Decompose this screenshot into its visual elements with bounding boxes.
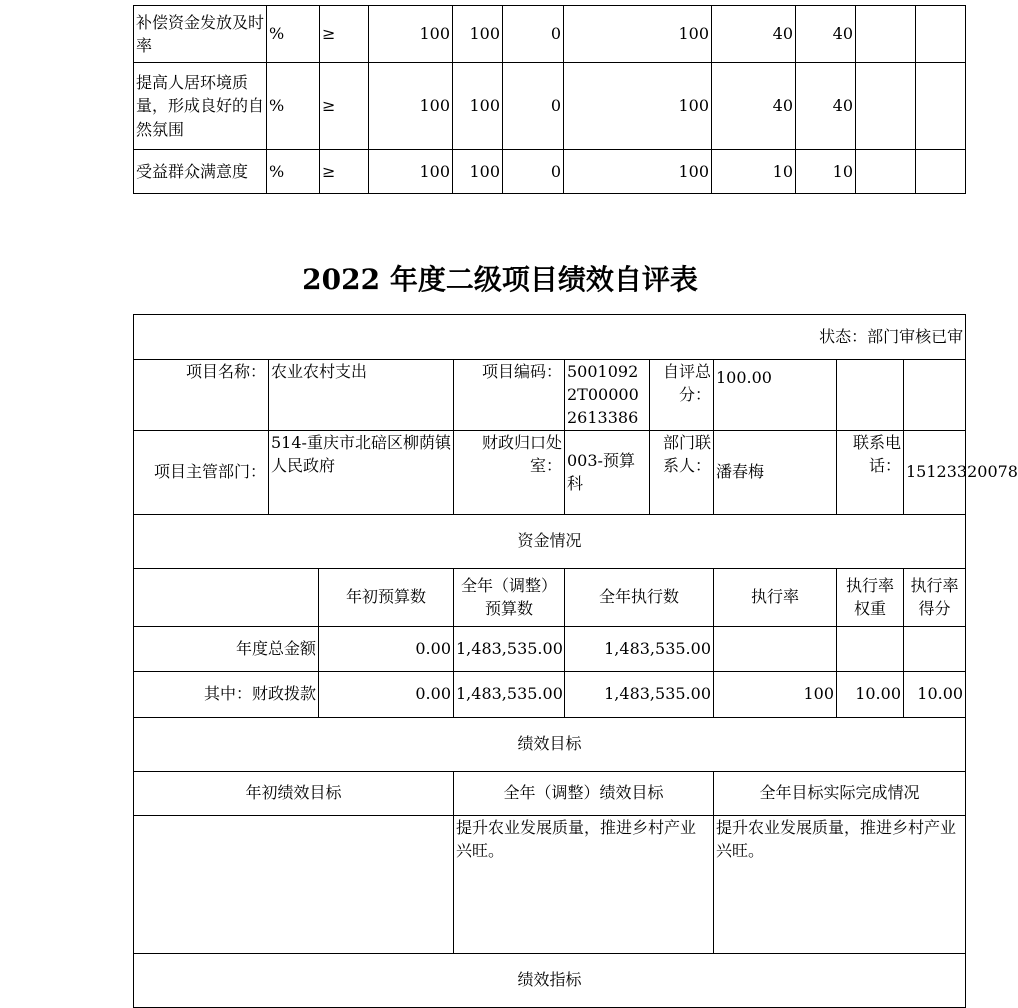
funds-value: 1,483,535.00 bbox=[565, 626, 714, 671]
funds-header: 执行率得分 bbox=[904, 568, 966, 626]
funds-value bbox=[837, 626, 904, 671]
indicator-operator: ≥ bbox=[320, 63, 369, 150]
empty-cell bbox=[856, 150, 916, 194]
funds-value: 0.00 bbox=[319, 626, 454, 671]
goal-actual: 提升农业发展质量，推进乡村产业兴旺。 bbox=[714, 815, 966, 953]
indicator-table-continued bbox=[133, 5, 966, 194]
funds-header: 年初预算数 bbox=[319, 568, 454, 626]
indicator-value: 100 bbox=[453, 63, 503, 150]
indicator-operator: ≥ bbox=[320, 150, 369, 194]
goal-adjusted: 提升农业发展质量，推进乡村产业兴旺。 bbox=[454, 815, 714, 953]
contact-value: 潘春梅 bbox=[714, 430, 837, 514]
funds-header-row bbox=[134, 568, 966, 626]
indicator-value: 100 bbox=[369, 63, 453, 150]
table-row bbox=[134, 150, 966, 194]
self-score-label: 自评总分： bbox=[650, 360, 714, 431]
goals-content-row bbox=[134, 815, 966, 953]
funds-section-title: 资金情况 bbox=[134, 514, 966, 568]
indicator-value: 40 bbox=[796, 63, 856, 150]
funds-value: 10.00 bbox=[837, 671, 904, 717]
page-title: 2022 年度二级项目绩效自评表 bbox=[302, 263, 698, 296]
funds-total-row bbox=[134, 626, 966, 671]
funds-header: 全年执行数 bbox=[565, 568, 714, 626]
goals-header: 全年（调整）绩效目标 bbox=[454, 771, 714, 815]
indicator-unit: % bbox=[267, 63, 320, 150]
funds-header: 执行率权重 bbox=[837, 568, 904, 626]
dept-info-row bbox=[134, 430, 966, 514]
indicator-unit: % bbox=[267, 150, 320, 194]
goals-section-title: 绩效目标 bbox=[134, 717, 966, 771]
goals-header: 全年目标实际完成情况 bbox=[714, 771, 966, 815]
self-evaluation-table bbox=[133, 314, 1018, 1008]
funds-value bbox=[714, 626, 837, 671]
funds-section-row bbox=[134, 514, 966, 568]
status-text: 状态：部门审核已审 bbox=[134, 315, 966, 360]
indicator-value: 0 bbox=[503, 6, 564, 63]
finance-value: 003-预算科 bbox=[565, 430, 650, 514]
indicator-value: 40 bbox=[796, 6, 856, 63]
empty-cell bbox=[916, 150, 966, 194]
empty-cell bbox=[837, 360, 904, 431]
project-code-value: 50010922T000002613386 bbox=[565, 360, 650, 431]
dept-value: 514-重庆市北碚区柳荫镇人民政府 bbox=[269, 430, 454, 514]
indicator-value: 100 bbox=[369, 6, 453, 63]
indicator-value: 0 bbox=[503, 63, 564, 150]
project-info-row bbox=[134, 360, 966, 431]
phone-value: 15123320078 bbox=[904, 430, 966, 514]
dept-label: 项目主管部门： bbox=[134, 430, 269, 514]
indicator-value: 100 bbox=[564, 6, 712, 63]
funds-row-label: 年度总金额 bbox=[134, 626, 319, 671]
indicator-value: 0 bbox=[503, 150, 564, 194]
funds-header: 执行率 bbox=[714, 568, 837, 626]
empty-cell bbox=[856, 6, 916, 63]
indicator-value: 100 bbox=[453, 150, 503, 194]
empty-cell bbox=[916, 63, 966, 150]
indicator-value: 100 bbox=[564, 150, 712, 194]
project-code-label: 项目编码： bbox=[454, 360, 565, 431]
funds-value: 1,483,535.00 bbox=[454, 626, 565, 671]
indicator-value: 100 bbox=[369, 150, 453, 194]
funds-value: 10.00 bbox=[904, 671, 966, 717]
phone-label: 联系电话： bbox=[837, 430, 904, 514]
empty-cell bbox=[856, 63, 916, 150]
indicators-section-title: 绩效指标 bbox=[134, 953, 966, 1007]
indicator-operator: ≥ bbox=[320, 6, 369, 63]
indicator-name: 补偿资金发放及时率 bbox=[134, 6, 267, 63]
funds-value bbox=[904, 626, 966, 671]
funds-value: 1,483,535.00 bbox=[565, 671, 714, 717]
indicator-name: 受益群众满意度 bbox=[134, 150, 267, 194]
goals-section-row bbox=[134, 717, 966, 771]
indicator-value: 100 bbox=[453, 6, 503, 63]
indicator-value: 100 bbox=[564, 63, 712, 150]
indicator-value: 40 bbox=[712, 6, 796, 63]
goals-header: 年初绩效目标 bbox=[134, 771, 454, 815]
funds-value: 100 bbox=[714, 671, 837, 717]
goal-initial bbox=[134, 815, 454, 953]
contact-label: 部门联系人： bbox=[650, 430, 714, 514]
indicator-value: 40 bbox=[712, 63, 796, 150]
table-row bbox=[134, 6, 966, 63]
indicator-value: 10 bbox=[796, 150, 856, 194]
funds-header: 全年（调整）预算数 bbox=[454, 568, 565, 626]
finance-label: 财政归口处室： bbox=[454, 430, 565, 514]
indicator-name: 提高人居环境质量，形成良好的自然氛围 bbox=[134, 63, 267, 150]
table-row bbox=[134, 63, 966, 150]
self-score-value: 100.00 bbox=[714, 360, 837, 431]
funds-fiscal-row bbox=[134, 671, 966, 717]
funds-row-label: 其中：财政拨款 bbox=[134, 671, 319, 717]
empty-cell bbox=[134, 568, 319, 626]
project-name-value: 农业农村支出 bbox=[269, 360, 454, 431]
funds-value: 0.00 bbox=[319, 671, 454, 717]
project-name-label: 项目名称： bbox=[134, 360, 269, 431]
goals-header-row bbox=[134, 771, 966, 815]
funds-value: 1,483,535.00 bbox=[454, 671, 565, 717]
empty-cell bbox=[904, 360, 966, 431]
indicator-unit: % bbox=[267, 6, 320, 63]
indicator-value: 10 bbox=[712, 150, 796, 194]
status-row bbox=[134, 315, 966, 360]
indicators-section-row bbox=[134, 953, 966, 1007]
empty-cell bbox=[916, 6, 966, 63]
